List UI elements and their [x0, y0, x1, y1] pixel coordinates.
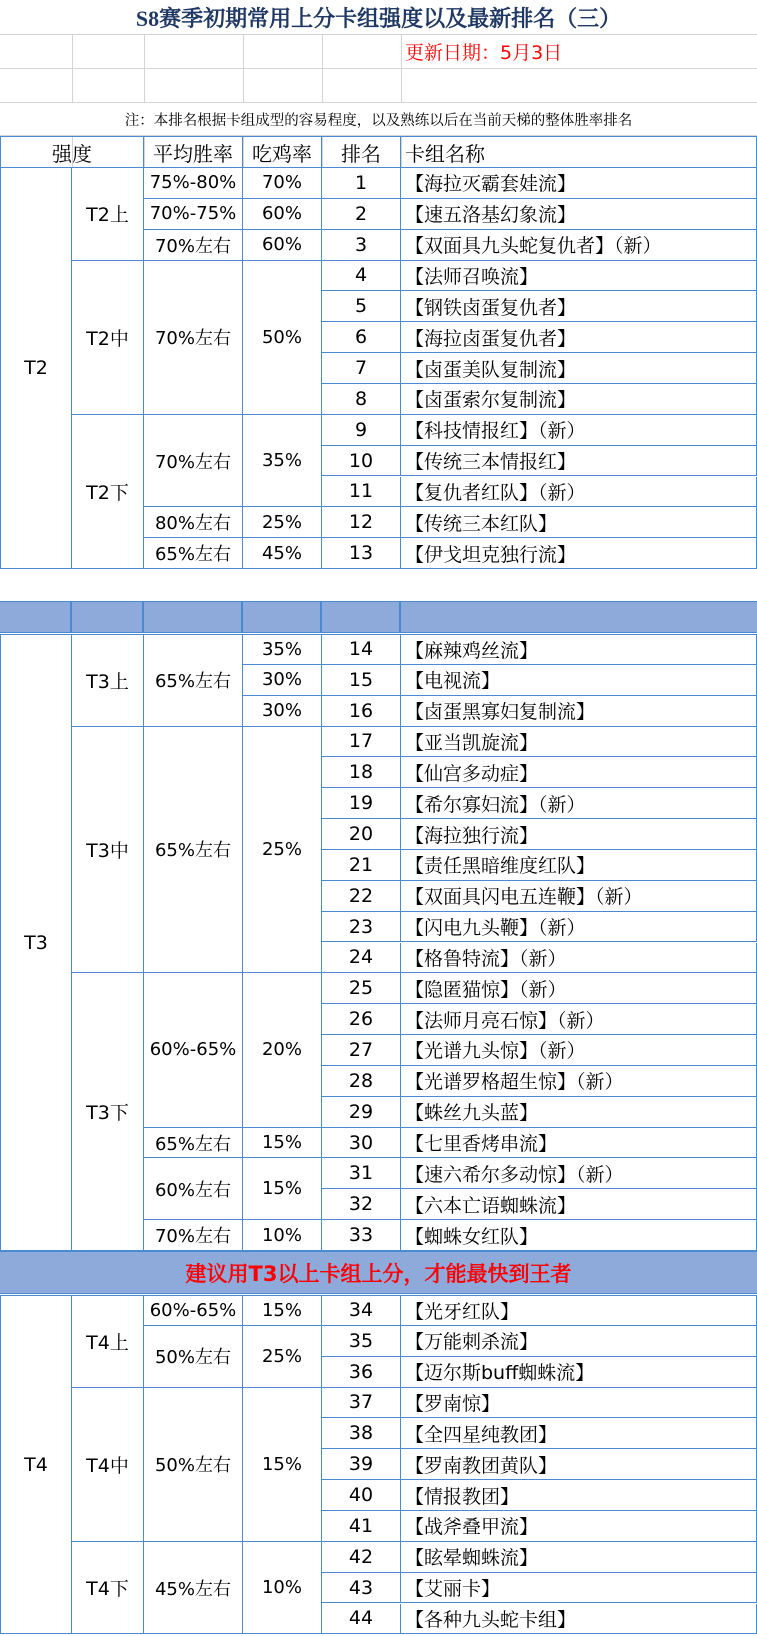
deck-rank: 34	[322, 1295, 401, 1326]
top1-rate-value: 10%	[243, 1542, 322, 1635]
deck-name: 【蜘蛛女红队】	[401, 1220, 757, 1251]
deck-name: 【双面具九头蛇复仇者】（新）	[401, 230, 757, 261]
deck-rank: 31	[322, 1158, 401, 1189]
deck-name: 【法师月亮石惊】（新）	[401, 1004, 757, 1035]
deck-name: 【各种九头蛇卡组】	[401, 1604, 757, 1635]
subtier-label: T4中	[72, 1388, 144, 1542]
deck-name: 【光谱九头惊】（新）	[401, 1035, 757, 1066]
deck-rank: 2	[322, 199, 401, 230]
avg-winrate-value: 70%左右	[144, 230, 243, 261]
deck-rank: 39	[322, 1449, 401, 1480]
deck-rank: 43	[322, 1573, 401, 1604]
gridline	[322, 34, 323, 68]
deck-name: 【格鲁特流】（新）	[401, 943, 757, 974]
gridline	[144, 68, 145, 102]
deck-rank: 29	[322, 1097, 401, 1128]
deck-rank: 14	[322, 634, 401, 665]
deck-rank: 15	[322, 665, 401, 696]
subtier-label: T2上	[72, 168, 144, 261]
deck-name: 【闪电九头鞭】（新）	[401, 912, 757, 943]
top1-rate-value: 15%	[243, 1128, 322, 1159]
deck-rank: 13	[322, 538, 401, 569]
top1-rate-value: 30%	[243, 665, 322, 696]
top1-rate-value: 60%	[243, 230, 322, 261]
gridline	[243, 68, 244, 102]
deck-name: 【海拉卤蛋复仇者】	[401, 322, 757, 353]
top1-rate-value: 30%	[243, 696, 322, 727]
gridline	[72, 68, 73, 102]
deck-rank: 4	[322, 261, 401, 292]
deck-rank: 32	[322, 1189, 401, 1220]
avg-winrate-value: 45%左右	[144, 1542, 243, 1635]
deck-name: 【万能刺杀流】	[401, 1326, 757, 1357]
avg-winrate-value: 80%左右	[144, 507, 243, 538]
deck-name: 【罗南教团黄队】	[401, 1449, 757, 1480]
deck-name: 【法师召唤流】	[401, 261, 757, 292]
deck-rank: 35	[322, 1326, 401, 1357]
gridline	[243, 34, 244, 68]
deck-rank: 19	[322, 788, 401, 819]
deck-name: 【传统三本情报红】	[401, 446, 757, 477]
deck-name: 【罗南惊】	[401, 1388, 757, 1419]
column-header-deck-name: 卡组名称	[401, 136, 757, 168]
deck-rank: 30	[322, 1128, 401, 1159]
deck-rank: 11	[322, 477, 401, 508]
deck-rank: 42	[322, 1542, 401, 1573]
deck-rank: 37	[322, 1388, 401, 1419]
deck-rank: 40	[322, 1480, 401, 1511]
deck-name: 【科技情报红】（新）	[401, 415, 757, 446]
deck-rank: 17	[322, 727, 401, 758]
gridline	[144, 34, 145, 68]
column-header-top1-rate: 吃鸡率	[243, 136, 322, 168]
deck-name: 【海拉灭霸套娃流】	[401, 168, 757, 199]
deck-name: 【复仇者红队】（新）	[401, 477, 757, 508]
avg-winrate-value: 65%左右	[144, 1128, 243, 1159]
deck-rank: 24	[322, 943, 401, 974]
deck-name: 【光牙红队】	[401, 1295, 757, 1326]
tier-label: T3	[0, 634, 72, 1251]
top1-rate-value: 60%	[243, 199, 322, 230]
tier-separator-band	[0, 601, 757, 633]
deck-rank: 38	[322, 1418, 401, 1449]
deck-name: 【隐匿猫惊】（新）	[401, 973, 757, 1004]
deck-rank: 16	[322, 696, 401, 727]
deck-rank: 20	[322, 819, 401, 850]
deck-rank: 28	[322, 1066, 401, 1097]
column-header-rank: 排名	[322, 136, 401, 168]
deck-rank: 33	[322, 1220, 401, 1251]
avg-winrate-value: 60%-65%	[144, 973, 243, 1127]
subtier-label: T2中	[72, 261, 144, 415]
deck-rank: 41	[322, 1511, 401, 1542]
deck-rank: 1	[322, 168, 401, 199]
avg-winrate-value: 65%左右	[144, 634, 243, 727]
top1-rate-value: 35%	[243, 415, 322, 508]
column-header-avg-winrate: 平均胜率	[144, 136, 243, 168]
deck-name: 【双面具闪电五连鞭】（新）	[401, 881, 757, 912]
advice-banner: 建议用T3以上卡组上分，才能最快到王者	[0, 1251, 757, 1294]
subtier-label: T4上	[72, 1295, 144, 1388]
deck-rank: 18	[322, 757, 401, 788]
ranking-note: 注：本排名根据卡组成型的容易程度，以及熟练以后在当前天梯的整体胜率排名	[124, 112, 633, 129]
deck-rank: 25	[322, 973, 401, 1004]
deck-rank: 6	[322, 322, 401, 353]
subtier-label: T2下	[72, 415, 144, 569]
deck-rank: 10	[322, 446, 401, 477]
avg-winrate-value: 70%左右	[144, 415, 243, 508]
deck-name: 【战斧叠甲流】	[401, 1511, 757, 1542]
update-date: 更新日期：5月3日	[405, 41, 563, 64]
deck-name: 【六本亡语蜘蛛流】	[401, 1189, 757, 1220]
deck-name: 【迈尔斯buff蜘蛛流】	[401, 1357, 757, 1388]
page-title: S8赛季初期常用上分卡组强度以及最新排名（三）	[135, 5, 622, 31]
deck-name: 【责任黑暗维度红队】	[401, 850, 757, 881]
deck-name: 【速六希尔多动惊】（新）	[401, 1158, 757, 1189]
avg-winrate-value: 60%-65%	[144, 1295, 243, 1326]
top1-rate-value: 15%	[243, 1158, 322, 1220]
deck-name: 【希尔寡妇流】（新）	[401, 788, 757, 819]
avg-winrate-value: 70%左右	[144, 261, 243, 415]
deck-rank: 7	[322, 353, 401, 384]
deck-name: 【眩晕蜘蛛流】	[401, 1542, 757, 1573]
deck-name: 【麻辣鸡丝流】	[401, 634, 757, 665]
deck-rank: 27	[322, 1035, 401, 1066]
top1-rate-value: 35%	[243, 634, 322, 665]
top1-rate-value: 15%	[243, 1388, 322, 1542]
gridline	[401, 34, 402, 68]
avg-winrate-value: 75%-80%	[144, 168, 243, 199]
deck-name: 【海拉独行流】	[401, 819, 757, 850]
top1-rate-value: 25%	[243, 727, 322, 974]
deck-rank: 44	[322, 1604, 401, 1635]
deck-name: 【卤蛋索尔复制流】	[401, 384, 757, 415]
deck-rank: 23	[322, 912, 401, 943]
tier-label: T4	[0, 1295, 72, 1634]
deck-rank: 9	[322, 415, 401, 446]
tier-label: T2	[0, 168, 72, 569]
top1-rate-value: 50%	[243, 261, 322, 415]
deck-rank: 22	[322, 881, 401, 912]
top1-rate-value: 25%	[243, 1326, 322, 1388]
top1-rate-value: 70%	[243, 168, 322, 199]
deck-name: 【钢铁卤蛋复仇者】	[401, 291, 757, 322]
top1-rate-value: 10%	[243, 1220, 322, 1251]
avg-winrate-value: 65%左右	[144, 727, 243, 974]
column-header-strength: 强度	[0, 136, 144, 168]
deck-rank: 3	[322, 230, 401, 261]
deck-name: 【情报教团】	[401, 1480, 757, 1511]
avg-winrate-value: 70%-75%	[144, 199, 243, 230]
deck-name: 【卤蛋美队复制流】	[401, 353, 757, 384]
avg-winrate-value: 50%左右	[144, 1326, 243, 1388]
deck-name: 【蛛丝九头蓝】	[401, 1097, 757, 1128]
avg-winrate-value: 60%左右	[144, 1158, 243, 1220]
deck-rank: 5	[322, 291, 401, 322]
deck-rank: 26	[322, 1004, 401, 1035]
top1-rate-value: 45%	[243, 538, 322, 569]
deck-rank: 8	[322, 384, 401, 415]
deck-name: 【伊戈坦克独行流】	[401, 538, 757, 569]
subtier-label: T3中	[72, 727, 144, 974]
deck-rank: 12	[322, 507, 401, 538]
gridline	[401, 68, 402, 102]
avg-winrate-value: 65%左右	[144, 538, 243, 569]
subtier-label: T3下	[72, 973, 144, 1251]
deck-name: 【速五洛基幻象流】	[401, 199, 757, 230]
avg-winrate-value: 70%左右	[144, 1220, 243, 1251]
deck-rank: 36	[322, 1357, 401, 1388]
deck-name: 【光谱罗格超生惊】（新）	[401, 1066, 757, 1097]
deck-name: 【传统三本红队】	[401, 507, 757, 538]
subtier-label: T3上	[72, 634, 144, 727]
subtier-label: T4下	[72, 1542, 144, 1635]
deck-rank: 21	[322, 850, 401, 881]
top1-rate-value: 15%	[243, 1295, 322, 1326]
gridline	[0, 68, 757, 69]
deck-name: 【七里香烤串流】	[401, 1128, 757, 1159]
avg-winrate-value: 50%左右	[144, 1388, 243, 1542]
top1-rate-value: 20%	[243, 973, 322, 1127]
deck-name: 【亚当凯旋流】	[401, 727, 757, 758]
deck-name: 【艾丽卡】	[401, 1573, 757, 1604]
gridline	[0, 34, 757, 35]
deck-name: 【仙宫多动症】	[401, 757, 757, 788]
top1-rate-value: 25%	[243, 507, 322, 538]
gridline	[322, 68, 323, 102]
deck-name: 【全四星纯教团】	[401, 1418, 757, 1449]
deck-name: 【电视流】	[401, 665, 757, 696]
deck-name: 【卤蛋黑寡妇复制流】	[401, 696, 757, 727]
gridline	[72, 34, 73, 68]
